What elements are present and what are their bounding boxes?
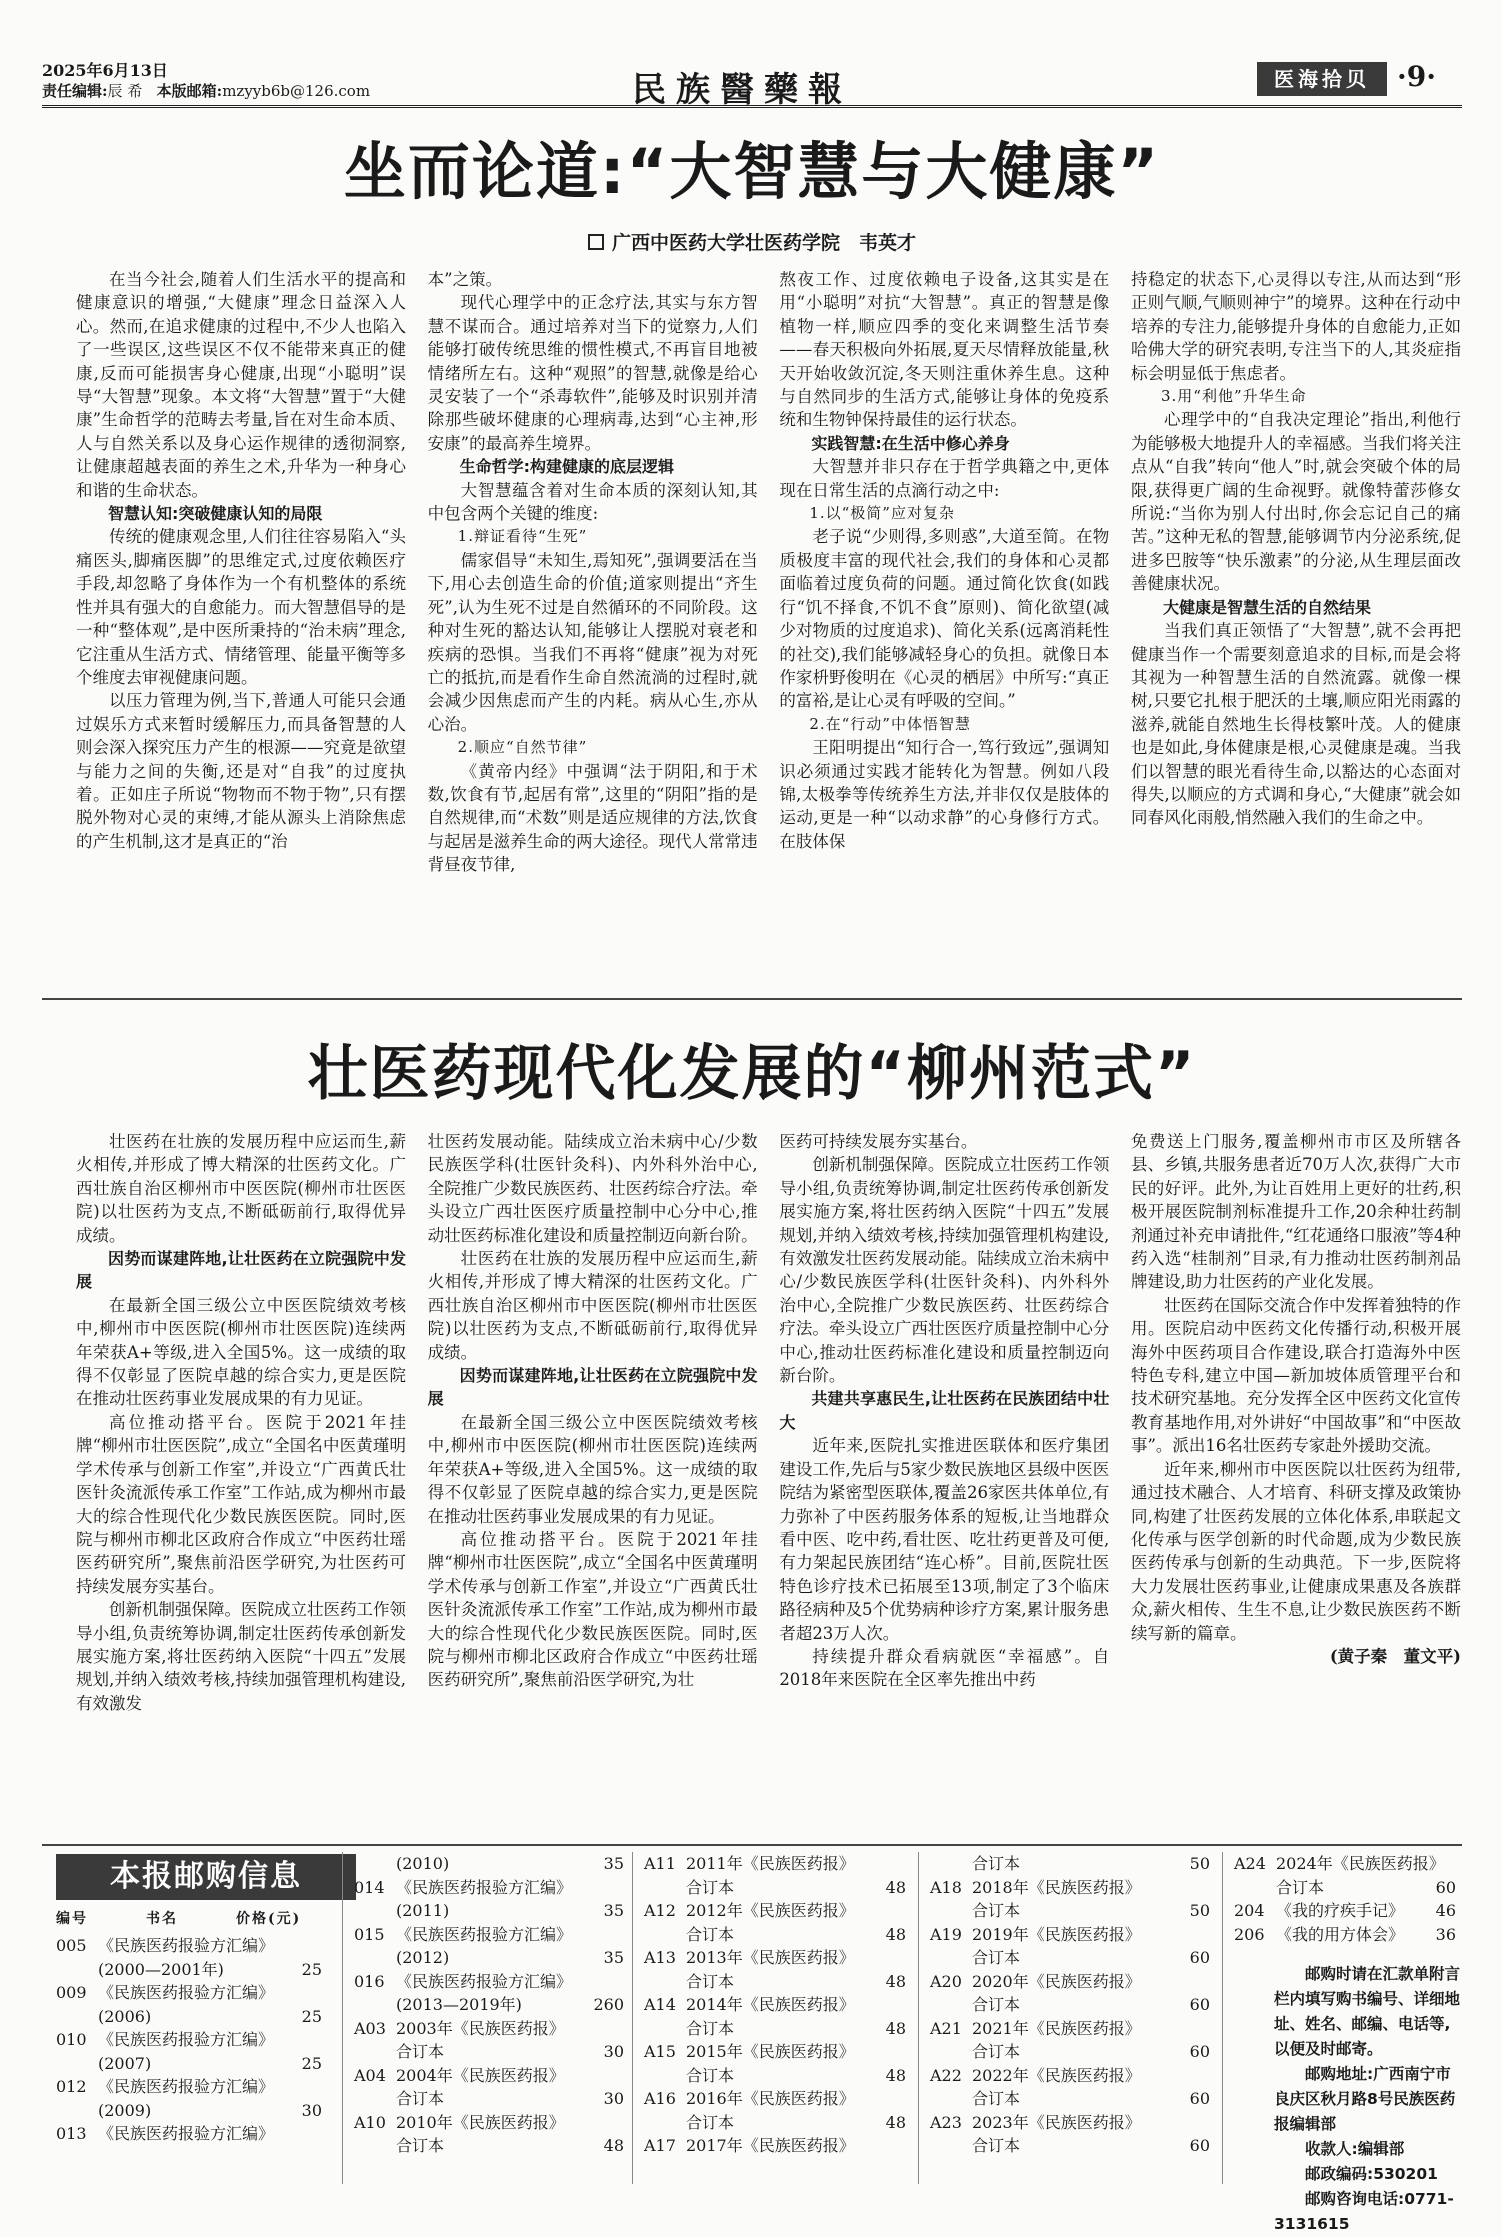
paragraph: 壮医药发展动能。陆续成立治未病中心/少数民族医学科(壮医针灸科)、内外科外治中心,全院推广少数民族医药、壮医药综合疗法。牵头设立广西壮医医疗质量控制中心分中心,推动壮医药标准化建设和质量控制迈向新台阶。 (427, 1132, 758, 1245)
subheading: 实践智慧:在生活中修心养身 (811, 433, 1010, 453)
paragraph: 近年来,医院扎实推进医联体和医疗集团建设工作,先后与5家少数民族地区县级中医医院结为紧密型医联体,覆盖26家医共体单位,有力弥补了中医药服务体系的短板,让当地群众看中医、吃中药,看壮医、吃壮药更普及可便,有力架起民族团结“连心桥”。目前,医院壮医特色诊疗技术已拓展至13项,制定了3个临床路径病种及5个优势病种诊疗方案,累计服务患者超23万人次。 (779, 1436, 1110, 1643)
subheading: 1.以“极简”应对复杂 (809, 504, 955, 523)
item-price: 60 (1435, 1877, 1456, 1897)
list-item (930, 1923, 1210, 1947)
list-item (354, 2064, 624, 2088)
item-name: 2004年《民族医药报》 (396, 2065, 565, 2085)
article1-byline (42, 228, 1462, 255)
header-price: 价格(元) (236, 1911, 302, 1927)
note-line: 邮政编码:530201 (1305, 2165, 1438, 2183)
item-code: A12 (644, 1901, 676, 1920)
item-price: 260 (593, 1995, 624, 2014)
item-code: 009 (56, 1983, 87, 2002)
item-code: A17 (644, 2136, 676, 2155)
item-price: 60 (1189, 2136, 1210, 2155)
list-item (930, 2111, 1210, 2135)
item-name: 合订本 (686, 2065, 735, 2085)
paragraph: 以压力管理为例,当下,普通人可能只会通过娱乐方式来暂时缓解压力,而具备智慧的人则会深入探究压力产生的根源——究竟是欲望与能力之间的失衡,还是对“自我”的过度执着。正如庄子所说“物物而不物于物”,只有摆脱外物对心灵的束缚,才能从源头上消除焦虑的产生机制,这才是真正的“治 (76, 691, 406, 851)
paragraph: 王阳明提出“知行合一,笃行致远”,强调知识必须通过实践才能转化为智慧。例如八段锦,太极拳等传统养生方法,并非仅仅是肢体的运动,更是一种“以动求静”的心身修行方式。在肢体保 (779, 738, 1110, 851)
list-item (644, 1923, 906, 1947)
list-item (930, 2017, 1210, 2041)
item-name: 合订本 (396, 2089, 445, 2108)
paragraph: 在最新全国三级公立中医医院绩效考核中,柳州市中医医院(柳州市壮医医院)连续两年荣获A+等级,进入全国5%。这一成绩的取得不仅彰显了医院卓越的综合实力,更是医院在推动壮医药事业发展成果的有力见证。 (427, 1412, 758, 1526)
item-code: A03 (354, 2018, 386, 2038)
list-item (56, 1958, 322, 1982)
item-name: 2019年《民族医药报》 (972, 1924, 1141, 1944)
list-item (930, 2064, 1210, 2088)
item-name: 2022年《民族医药报》 (972, 2065, 1141, 2085)
list-item (644, 1970, 906, 1994)
item-name: (2000—2001年) (98, 1959, 224, 1979)
paper-name: 民族醫藥報 (632, 70, 852, 110)
item-code: 012 (56, 2077, 87, 2096)
list-item (644, 2040, 906, 2064)
subheading: 因势而谋建阵地,让壮医药在立院强院中发展 (427, 1366, 758, 1409)
list-item (930, 1852, 1210, 1876)
item-name: 合订本 (1276, 1877, 1325, 1897)
item-name: 合订本 (396, 2042, 445, 2061)
article-column (76, 1130, 406, 1830)
item-name: 合订本 (396, 2136, 445, 2155)
item-code: 010 (56, 2030, 87, 2049)
subheading: 1.辩证看待“生死” (457, 527, 588, 546)
item-name: 2011年《民族医药报》 (686, 1854, 855, 1873)
item-name: 2021年《民族医药报》 (972, 2018, 1141, 2038)
item-price: 50 (1189, 1854, 1210, 1873)
list-item (930, 2134, 1210, 2158)
list-item (354, 2087, 624, 2111)
item-code: A22 (930, 2065, 962, 2085)
paragraph: 儒家倡导“未知生,焉知死”,强调要活在当下,用心去创造生命的价值;道家则提出“齐生死”,认为生死不过是自然循环的不同阶段。这种对生死的豁达认知,能够让人摆脱对衰老和疾病的恐惧。当我们不再将“健康”视为对死亡的抵抗,而是看作生命自然流淌的过程时,就会减少因焦虑而产生的内耗。病从心生,亦从心治。 (427, 550, 758, 734)
paragraph: 壮医药在国际交流合作中发挥着独特的作用。医院启动中医药文化传播行动,积极开展海外中医药项目合作建设,联合打造海外中医特色专科,建立中国—新加坡体质管理平台和技术研究基地。充分发挥全区中医药文化宣传教育基地作用,对外讲好“中国故事”和“中医故事”。派出16名壮医药专家赴外援助交流。 (1130, 1295, 1461, 1456)
item-name: 《民族医药报验方汇编》 (98, 2124, 275, 2143)
subheading: 2.在“行动”中体悟智慧 (809, 714, 971, 733)
item-price: 48 (885, 1971, 906, 1991)
article2-body (76, 1130, 1461, 1830)
item-name: (2009) (98, 2100, 152, 2120)
item-price: 48 (885, 2018, 906, 2038)
item-name: (2011) (396, 1901, 450, 1920)
item-code: A21 (930, 2018, 962, 2038)
subheading: 3.用“利他”升华生命 (1160, 387, 1307, 406)
list-item (56, 1981, 322, 2005)
item-price: 30 (603, 2042, 624, 2061)
item-code: 014 (354, 1877, 385, 1897)
item-code: A19 (930, 1924, 962, 1944)
item-name: 2003年《民族医药报》 (396, 2018, 565, 2038)
list-item (1234, 1923, 1456, 1947)
item-name: 合订本 (972, 1854, 1021, 1873)
paragraph: 熬夜工作、过度依赖电子设备,这其实是在用“小聪明”对抗“大智慧”。真正的智慧是像植物一样,顺应四季的变化来调整生活节奏——春天积极向外拓展,夏天尽情释放能量,秋天开始收敛沉淀,冬天则注重休养生息。这种与自然同步的生活方式,能够让身体的免疫系统和生物钟保持最佳的运行状态。 (779, 270, 1110, 430)
item-code: 204 (1234, 1901, 1265, 1920)
item-price: 25 (301, 1959, 322, 1979)
paragraph: 在最新全国三级公立中医医院绩效考核中,柳州市中医医院(柳州市壮医医院)连续两年荣获A+等级,进入全国5%。这一成绩的取得不仅彰显了医院卓越的综合实力,更是医院在推动壮医药事业发展成果的有力见证。 (76, 1295, 406, 1409)
mail-order-column (354, 1852, 624, 2158)
subheading: 2.顺应“自然节律” (457, 738, 588, 757)
item-name: 合订本 (686, 1971, 735, 1991)
paragraph: 老子说“少则得,多则惑”,大道至简。在物质极度丰富的现代社会,我们的身体和心灵都面临着过度负荷的问题。通过简化饮食(如践行“饥不择食,不饥不食”原则)、简化欲望(减少对物质的过度追求)、简化关系(远离消耗性的社交),我们能够减轻身心的负担。就像日本作家枡野俊明在《心灵的栖居》中所写:“真正的富裕,是让心灵有呼吸的空间。” (779, 527, 1110, 711)
item-code: A04 (354, 2065, 386, 2085)
list-item (930, 1876, 1210, 1900)
item-price: 30 (603, 2089, 624, 2108)
list-item (930, 1899, 1210, 1923)
item-name: (2012) (396, 1948, 450, 1967)
item-code: 005 (56, 1936, 87, 1955)
item-name: 2010年《民族医药报》 (396, 2112, 565, 2132)
item-code: A24 (1234, 1854, 1266, 1873)
square-icon (588, 234, 604, 250)
subheading: 因势而谋建阵地,让壮医药在立院强院中发展 (76, 1249, 406, 1292)
column-separator (918, 1852, 919, 2184)
item-price: 25 (301, 2053, 322, 2073)
paragraph: 壮医药在壮族的发展历程中应运而生,薪火相传,并形成了博大精深的壮医药文化。广西壮族自治区柳州市中医医院(柳州市壮医医院)以壮医药为支点,不断砥砺前行,取得优异成绩。 (427, 1249, 758, 1362)
item-price: 60 (1189, 1948, 1210, 1967)
paragraph: 本”之策。 (427, 270, 503, 289)
item-name: 合订本 (972, 1948, 1021, 1967)
item-code: A14 (644, 1995, 676, 2014)
item-price: 35 (603, 1948, 624, 1967)
list-item (644, 1899, 906, 1923)
column-separator (632, 1852, 633, 2184)
note-line: 邮购咨询电话:0771-3131615 (1274, 2190, 1454, 2233)
item-code: 015 (354, 1924, 385, 1944)
item-code: A11 (644, 1854, 676, 1873)
item-price: 30 (301, 2100, 322, 2120)
mail-order-section (42, 1844, 1462, 2233)
item-code: A20 (930, 1971, 962, 1991)
subheading: 智慧认知:突破健康认知的局限 (108, 504, 323, 524)
list-item (930, 1946, 1210, 1970)
list-item (930, 2087, 1210, 2111)
item-price: 48 (885, 1924, 906, 1944)
item-price: 60 (1189, 2042, 1210, 2061)
subheading: 共建共享惠民生,让壮医药在民族团结中壮大 (779, 1389, 1110, 1432)
list-item (56, 2052, 322, 2076)
item-code: A10 (354, 2112, 386, 2132)
list-item (1234, 1876, 1456, 1900)
paragraph: 现代心理学中的正念疗法,其实与东方智慧不谋而合。通过培养对当下的觉察力,人们能够打破传统思维的惯性模式,不再盲目地被情绪所左右。这种“观照”的智慧,就像是给心灵安装了一个“杀毒软件”,能够及时识别并清除那些破坏健康的心理病毒,达到“心主神,形安康”的最高养生境界。 (427, 293, 758, 453)
list-item (56, 2005, 322, 2029)
item-name: 2017年《民族医药报》 (686, 2136, 855, 2155)
mail-order-column (644, 1852, 906, 2158)
item-name: 2014年《民族医药报》 (686, 1995, 855, 2014)
list-item (354, 2040, 624, 2064)
list-item (644, 1852, 906, 1876)
item-name: (2013—2019年) (396, 1995, 522, 2014)
item-name: 合订本 (972, 1901, 1021, 1920)
list-item (1234, 1852, 1456, 1876)
list-item (354, 2017, 624, 2041)
item-name: 《民族医药报验方汇编》 (98, 2077, 275, 2096)
article1-title: 坐而论道:“大智慧与大健康” (343, 135, 1161, 208)
item-price: 35 (603, 1854, 624, 1873)
item-name: 《我的疗疾手记》 (1276, 1901, 1405, 1920)
mail-order-column (56, 1934, 322, 2146)
subheading: 生命哲学:构建健康的底层逻辑 (459, 457, 675, 477)
paragraph: 免费送上门服务,覆盖柳州市市区及所辖各县、乡镇,共服务患者近70万人次,获得广大市民的好评。此外,为让百姓用上更好的壮药,积极开展医院制剂标准提升工作,20余种壮药制剂通过补充申请批件,“红花通络口服液”等4种药入选“桂制剂”目录,有力推动壮医药制剂品牌建设,助力壮医药的产业化发展。 (1130, 1132, 1461, 1292)
item-name: 2020年《民族医药报》 (972, 1971, 1141, 1991)
mail-order-column (930, 1852, 1210, 2158)
item-code: A16 (644, 2089, 676, 2108)
paragraph: 大智慧并非只存在于哲学典籍之中,更体现在日常生活的点滴行动之中: (779, 457, 1110, 500)
article-column (1131, 1130, 1461, 1830)
item-name: (2007) (98, 2053, 152, 2073)
item-price: 36 (1435, 1924, 1456, 1944)
list-item (56, 1934, 322, 1958)
article-column (428, 1130, 758, 1830)
list-item (56, 2099, 322, 2123)
header-code: 编号 (56, 1911, 88, 1927)
list-item (644, 2134, 906, 2158)
note-line: 收款人:编辑部 (1305, 2140, 1405, 2158)
paragraph: 创新机制强保障。医院成立壮医药工作领导小组,负责统筹协调,制定壮医药传承创新发展实施方案,将壮医药纳入医院“十四五”发展规划,并纳入绩效考核,持续加强管理机构建设,有效激发 (76, 1600, 406, 1713)
list-item (930, 1970, 1210, 1994)
author-credit: (黄子秦 董文平) (1329, 1646, 1461, 1666)
item-name: 《民族医药报验方汇编》 (98, 1983, 275, 2002)
editor-label: 责任编辑: (42, 82, 108, 100)
item-price: 60 (1189, 1995, 1210, 2014)
paragraph: 持续提升群众看病就医“幸福感”。自2018年来医院在全区率先推出中药 (779, 1646, 1110, 1690)
article-column (779, 1130, 1109, 1830)
item-name: 《民族医药报验方汇编》 (396, 1924, 573, 1944)
list-item (354, 1970, 624, 1994)
byline-text: 广西中医药大学壮医药学院 韦英才 (611, 232, 916, 254)
item-name: 2012年《民族医药报》 (686, 1901, 855, 1920)
paragraph: 在当今社会,随着人们生活水平的提高和健康意识的增强,“大健康”理念日益深入人心。然而,在追求健康的过程中,不少人也陷入了一些误区,这些误区不仅不能带来真正的健康,反而可能损害身心健康,出现“小聪明”误导“大智慧”现象。本文将“大智慧”置于“大健康”生命哲学的范畴去考量,旨在对生命本质、人与自然关系以及身心运作规律的透彻洞察,让健康超越表面的养生之术,升华为一种身心和谐的生命状态。 (76, 270, 406, 500)
item-price: 60 (1189, 2089, 1210, 2108)
list-item (354, 1899, 624, 1923)
editor-name: 辰 希 (107, 82, 143, 100)
item-code: A18 (930, 1877, 962, 1897)
list-item (930, 1993, 1210, 2017)
item-name: 合订本 (686, 2018, 735, 2038)
item-name: 合订本 (686, 2112, 735, 2132)
paragraph: 大智慧蕴含着对生命本质的深刻认知,其中包含两个关键的维度: (427, 480, 758, 524)
list-item (930, 2040, 1210, 2064)
list-item (354, 2134, 624, 2158)
paragraph: 高位推动搭平台。医院于2021年挂牌“柳州市壮医医院”,成立“全国名中医黄瑾明学术传承与创新工作室”,并设立“广西黄氏壮医针灸流派传承工作室”工作站,成为柳州市最大的综合性现代化少数民族医医院。同时,医院与柳州市柳北区政府合作成立“中医药壮瑶医药研究所”,聚焦前沿医学研究,为壮 (427, 1529, 758, 1690)
paragraph: 心理学中的“自我决定理论”指出,利他行为能够极大地提升人的幸福感。当我们将关注点从“自我”转向“他人”时,就会突破个体的局限,获得更广阔的生命视野。就像特蕾莎修女所说:“当你为别人付出时,你会忘记自己的痛苦。”这种无私的智慧,能够调节内分泌系统,促进多巴胺等“快乐激素”的分泌,从生理层面改善健康状况。 (1130, 410, 1461, 594)
item-name: 合订本 (972, 2042, 1021, 2061)
item-name: 合订本 (972, 2136, 1021, 2155)
item-name: 合订本 (686, 1924, 735, 1944)
list-item (354, 2111, 624, 2135)
list-item (56, 2075, 322, 2099)
item-price: 48 (885, 2065, 906, 2085)
header-name: 书名 (146, 1911, 178, 1927)
item-name: 《我的用方体会》 (1276, 1924, 1405, 1944)
column-separator (1222, 1852, 1223, 2184)
editor-line (42, 80, 370, 101)
list-item (644, 1946, 906, 1970)
list-item (354, 1876, 624, 1900)
item-name: 2013年《民族医药报》 (686, 1948, 855, 1967)
paragraph: 《黄帝内经》中强调“法于阴阳,和于术数,饮食有节,起居有常”,这里的“阴阳”指的是自然规律,而“术数”则是适应规律的方法,饮食与起居是滋养生命的两大途径。现代人常常违背昼夜节律, (427, 761, 758, 875)
item-code: 206 (1234, 1924, 1265, 1944)
mail-order-column (1234, 1852, 1456, 1946)
item-name: 《民族医药报验方汇编》 (98, 2030, 275, 2049)
item-name: 《民族医药报验方汇编》 (396, 1877, 573, 1897)
item-price: 50 (1189, 1901, 1210, 1920)
list-item (644, 2111, 906, 2135)
item-name: 2018年《民族医药报》 (972, 1877, 1141, 1897)
item-price: 46 (1435, 1901, 1456, 1920)
item-code: 016 (354, 1971, 385, 1991)
masthead (42, 58, 1462, 110)
paragraph: 传统的健康观念里,人们往往容易陷入“头痛医头,脚痛医脚”的思维定式,过度依赖医疗手段,却忽略了身体作为一个有机整体的系统性并具有强大的自愈能力。而大智慧倡导的是一种“整体观”,是中医所秉持的“治未病”理念,它注重从生活方式、情绪管理、能量平衡等多个维度去审视健康问题。 (76, 527, 406, 687)
list-item (354, 1923, 624, 1947)
item-code: 013 (56, 2124, 87, 2143)
article-column (779, 268, 1109, 976)
item-name: 合订本 (972, 1995, 1021, 2014)
item-code: A13 (644, 1948, 676, 1967)
paragraph: 近年来,柳州市中医医院以壮医药为纽带,通过技术融合、人才培育、科研支撑及政策协同,构建了壮医药发展的立体化体系,串联起文化传承与医学创新的时代命题,成为少数民族医药传承与创新的生动典范。下一步,医院将大力发展壮医药事业,让健康成果惠及各族群众,薪火相传、生生不息,让少数民族医药不断续写新的篇章。 (1130, 1459, 1461, 1643)
item-name: 《民族医药报验方汇编》 (98, 1936, 275, 1955)
list-item (644, 2087, 906, 2111)
paragraph: 持稳定的状态下,心灵得以专注,从而达到“形正则气顺,气顺则神宁”的境界。这种在行动中培养的专注力,能够提升身体的自愈能力,正如哈佛大学的研究表明,专注当下的人,其炎症指标会明显低于焦虑者。 (1130, 270, 1461, 383)
item-name: 2024年《民族医药报》 (1276, 1854, 1445, 1873)
paragraph: 医药可持续发展夯实基台。 (779, 1132, 978, 1151)
list-item (644, 2064, 906, 2088)
list-item (644, 2017, 906, 2041)
item-name: 2015年《民族医药报》 (686, 2042, 855, 2061)
issue-date: 2025年6月13日 (42, 61, 168, 80)
email-address: mzyyb6b@126.com (222, 82, 371, 100)
item-price: 48 (885, 1877, 906, 1897)
list-item (644, 1876, 906, 1900)
article-column (76, 268, 406, 976)
item-price: 48 (603, 2136, 624, 2155)
note-line: 邮购地址:广西南宁市良庆区秋月路8号民族医药报编辑部 (1274, 2065, 1456, 2133)
paragraph: 壮医药在壮族的发展历程中应运而生,薪火相传,并形成了博大精深的壮医药文化。广西壮族自治区柳州市中医医院(柳州市壮医医院)以壮医药为支点,不断砥砺前行,取得优异成绩。 (76, 1132, 406, 1245)
email-label: 本版邮箱: (156, 82, 223, 100)
list-item (56, 2028, 322, 2052)
item-name: 合订本 (686, 1877, 735, 1897)
list-item (1234, 1899, 1456, 1923)
item-name: 《民族医药报验方汇编》 (396, 1971, 573, 1991)
item-name: 2023年《民族医药报》 (972, 2112, 1141, 2132)
list-item (354, 1993, 624, 2017)
item-name: 2016年《民族医药报》 (686, 2089, 855, 2108)
mail-order-title: 本报邮购信息 (56, 1854, 356, 1900)
item-name: 合订本 (972, 2089, 1021, 2108)
item-code: A23 (930, 2112, 962, 2132)
mail-order-note (1274, 1962, 1462, 2237)
article2-title: 壮医药现代化发展的“柳州范式” (307, 1039, 1197, 1109)
list-item (354, 1852, 624, 1876)
page-number: ·9· (1397, 60, 1436, 93)
item-name: (2010) (396, 1854, 450, 1873)
item-price: 25 (301, 2006, 322, 2026)
list-item (354, 1946, 624, 1970)
list-item (644, 1993, 906, 2017)
article-divider (42, 998, 1462, 1000)
item-code: A15 (644, 2042, 676, 2061)
item-price: 48 (885, 2112, 906, 2132)
column-separator (342, 1852, 343, 2184)
article1-body (76, 268, 1461, 976)
subheading: 大健康是智慧生活的自然结果 (1162, 597, 1371, 617)
note-line: 邮购时请在汇款单附言栏内填写购书编号、详细地址、姓名、邮编、电话等,以便及时邮寄。 (1274, 1965, 1461, 2058)
paragraph: 高位推动搭平台。医院于2021年挂牌“柳州市壮医医院”,成立“全国名中医黄瑾明学术传承与创新工作室”,并设立“广西黄氏壮医针灸流派传承工作室”工作站,成为柳州市最大的综合性现代化少数民族医医院。同时,医院与柳州市柳北区政府合作成立“中医药壮瑶医药研究所”,聚焦前沿医学研究,为壮医药可持续发展夯实基台。 (76, 1412, 406, 1596)
list-item (56, 2122, 322, 2146)
item-price: 35 (603, 1901, 624, 1920)
paragraph: 创新机制强保障。医院成立壮医药工作领导小组,负责统筹协调,制定壮医药传承创新发展实施方案,将壮医药纳入医院“十四五”发展规划,并纳入绩效考核,持续加强管理机构建设,有效激发壮医药发展动能。陆续成立治未病中心/少数民族医学科(壮医针灸科)、内外科外治中心,全院推广少数民族医药、壮医药综合疗法。牵头设立广西壮医医疗质量控制中心分中心,推动壮医药标准化建设和质量控制迈向新台阶。 (779, 1155, 1110, 1386)
article-column (1131, 268, 1461, 976)
section-badge: 医海拾贝 (1257, 62, 1387, 96)
article-column (428, 268, 758, 976)
paragraph: 当我们真正领悟了“大智慧”,就不会再把健康当作一个需要刻意追求的目标,而是会将其视为一种智慧生活的自然流露。就像一棵树,只要它扎根于肥沃的土壤,顺应阳光雨露的滋养,就能自然地生长得枝繁叶茂。人的健康也是如此,身体健康是根,心灵健康是魂。当我们以智慧的眼光看待生命,以豁达的心态面对得失,以顺应的方式调和身心,“大健康”就会如同春风化雨般,悄然融入我们的生命之中。 (1130, 621, 1461, 828)
item-name: (2006) (98, 2006, 152, 2026)
header-rule (42, 105, 1462, 108)
